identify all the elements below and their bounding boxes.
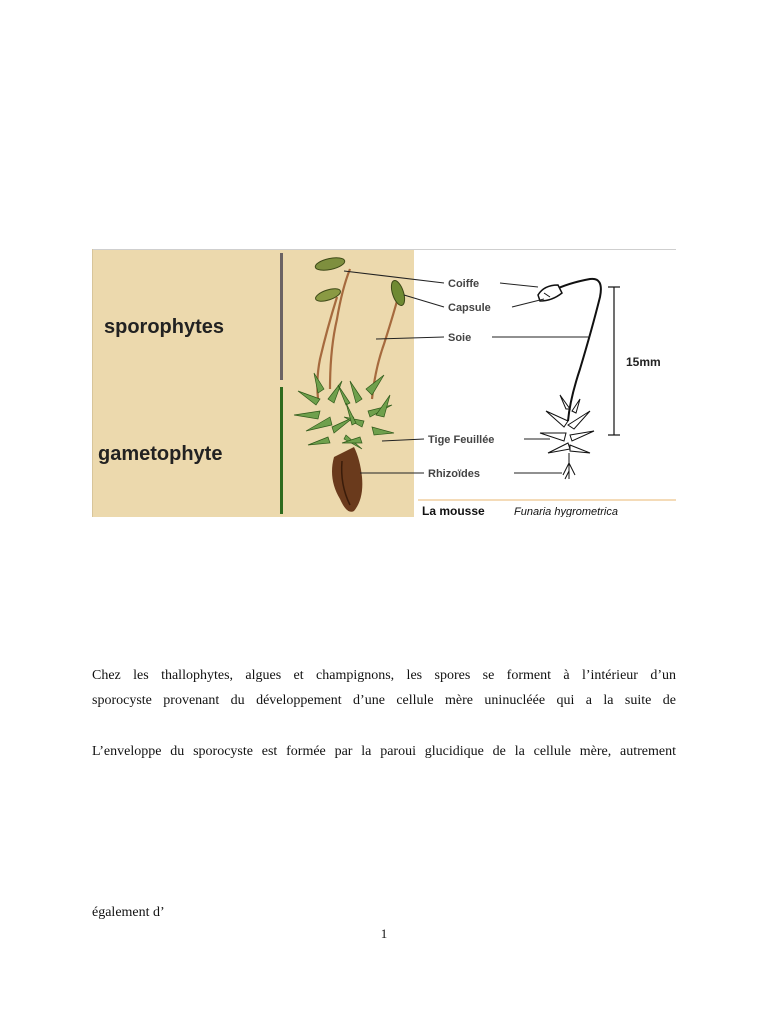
body-text-line: L’enveloppe du sporocyste est formée par la paroui glucidique de la cellule mère, autrement [92, 744, 676, 759]
page-number: 1 [380, 926, 388, 941]
label-coiffe: Coiffe [448, 278, 480, 290]
gametophyte-label: gametophyte [98, 443, 223, 465]
moss-figure [92, 249, 676, 517]
body-text-line: Chez les thallophytes, algues et champignons, les spores se forment à l’intérieur d’un [92, 668, 676, 683]
scale-label: 15mm [626, 355, 661, 369]
caption-common-name: La mousse [422, 504, 485, 517]
sporophyte-bar [280, 253, 283, 380]
caption-species-name: Funaria hygrometrica [514, 506, 618, 517]
sporophytes-label: sporophytes [104, 316, 225, 338]
label-rhizoides: Rhizoïdes [428, 468, 480, 480]
label-soie: Soie [448, 332, 472, 344]
figure-left-background [92, 249, 414, 517]
body-text-line: sporocyste provenant du développement d’une cellule mère uninucléée qui a la suite de [92, 693, 676, 708]
body-text-line: également d’ [92, 905, 165, 920]
label-tige-feuillee: Tige Feuillée [428, 434, 495, 446]
gametophyte-bar [280, 387, 283, 514]
label-capsule: Capsule [448, 302, 491, 314]
